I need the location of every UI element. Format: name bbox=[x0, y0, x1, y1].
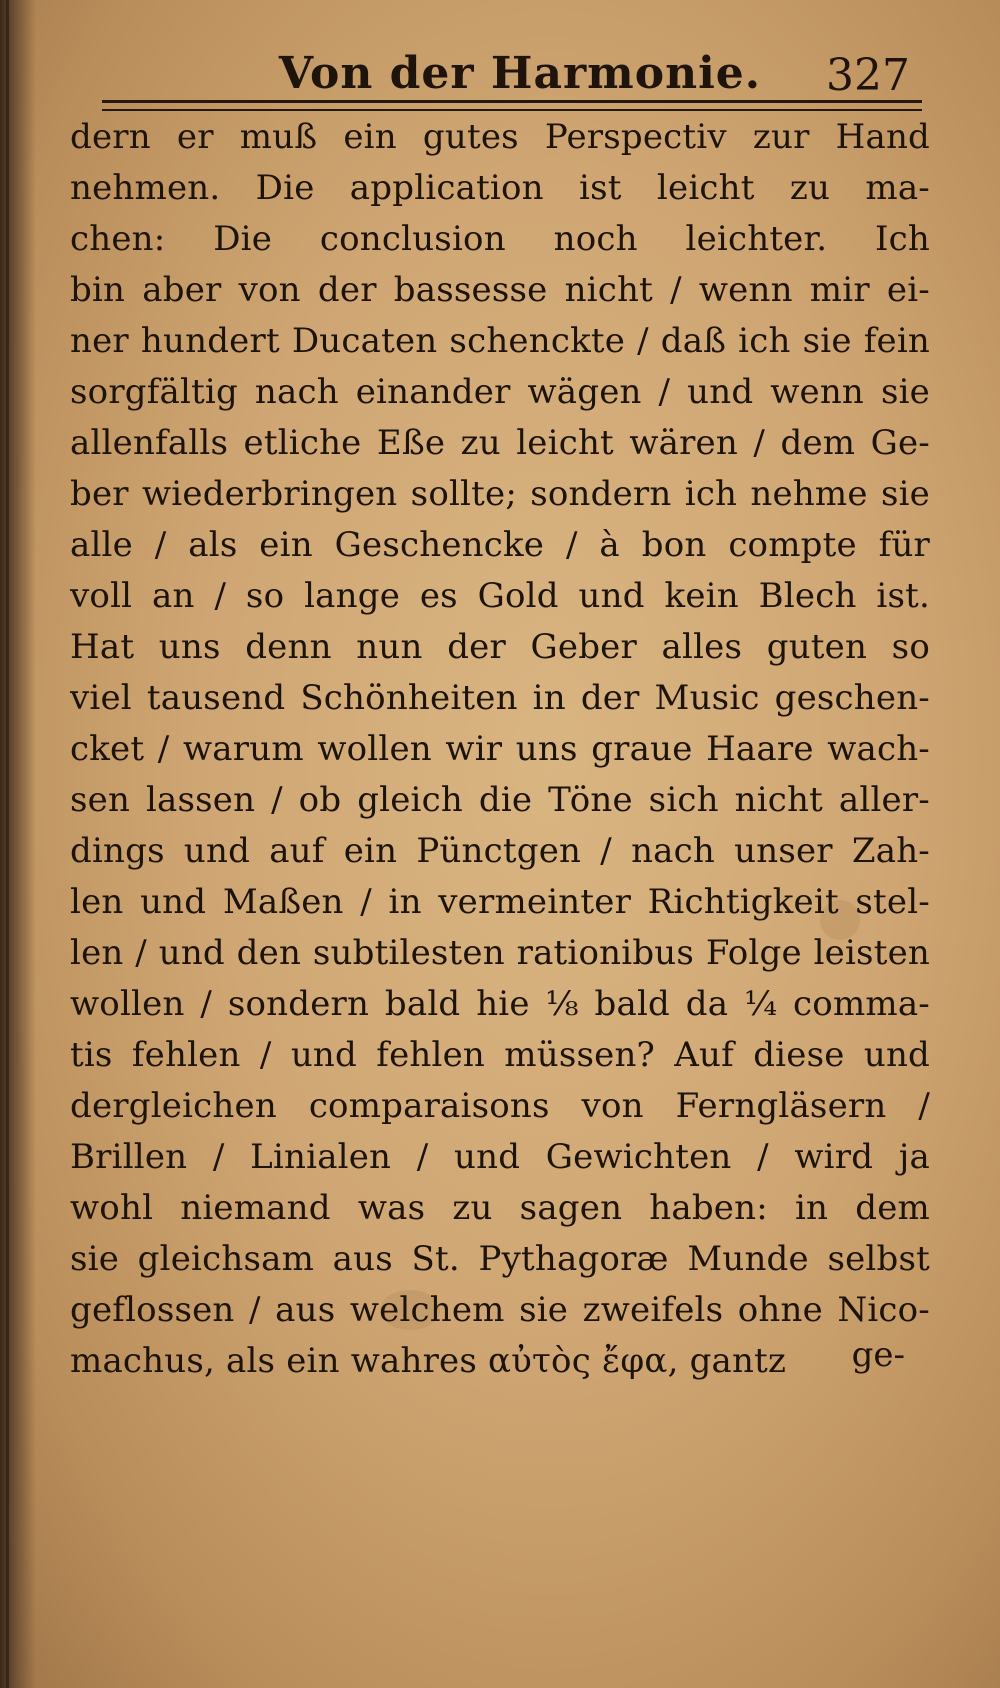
text-line: wollen / sondern bald hie ⅛ bald da ¼ comma- bbox=[70, 984, 930, 1024]
text-line: viel tausend Schönheiten in der Music geschen- bbox=[70, 678, 930, 718]
running-head: Von der Harmonie. bbox=[278, 48, 762, 99]
header-rule bbox=[102, 100, 922, 111]
text-line: Hat uns denn nun der Geber alles guten so bbox=[70, 627, 930, 667]
text-line: Brillen / Linialen / und Gewichten / wird ja bbox=[70, 1137, 930, 1177]
text-line: dern er muß ein gutes Perspectiv zur Hand bbox=[70, 117, 930, 157]
text-line: len und Maßen / in vermeinter Richtigkeit stel- bbox=[70, 882, 930, 922]
text-line: ner hundert Ducaten schenckte / daß ich sie fein bbox=[70, 321, 930, 361]
text-line: dergleichen comparaisons von Ferngläsern / bbox=[70, 1086, 930, 1126]
text-line: tis fehlen / und fehlen müssen? Auf diese und bbox=[70, 1035, 930, 1075]
text-line: sorgfältig nach einander wägen / und wenn sie bbox=[70, 372, 930, 412]
text-line: ber wiederbringen sollte; sondern ich nehme sie bbox=[70, 474, 930, 514]
page-number: 327 bbox=[826, 50, 910, 101]
text-line: machus, als ein wahres αὐτὸς ἔφα, gantz bbox=[70, 1341, 787, 1381]
text-line: sie gleichsam aus St. Pythagoræ Munde selbst bbox=[70, 1239, 930, 1279]
text-line: len / und den subtilesten rationibus Folge leisten bbox=[70, 933, 930, 973]
text-line: nehmen. Die application ist leicht zu ma- bbox=[70, 168, 930, 208]
text-line: sen lassen / ob gleich die Töne sich nicht aller- bbox=[70, 780, 930, 820]
text-line: allenfalls etliche Eße zu leicht wären / dem Ge- bbox=[70, 423, 930, 463]
text-line: cket / warum wollen wir uns graue Haare wach- bbox=[70, 729, 930, 769]
page-header bbox=[70, 40, 930, 110]
catchword: ge- bbox=[851, 1335, 905, 1375]
text-line: geflossen / aus welchem sie zweifels ohne Nico- bbox=[70, 1290, 930, 1330]
body-text bbox=[70, 112, 930, 1387]
text-line: alle / als ein Geschencke / à bon compte für bbox=[70, 525, 930, 565]
text-line: chen: Die conclusion noch leichter. Ich bbox=[70, 219, 930, 259]
text-line: voll an / so lange es Gold und kein Blech ist. bbox=[70, 576, 930, 616]
text-line: dings und auf ein Pünctgen / nach unser Zah- bbox=[70, 831, 930, 871]
text-line: wohl niemand was zu sagen haben: in dem bbox=[70, 1188, 930, 1228]
text-line: bin aber von der bassesse nicht / wenn mir ei- bbox=[70, 270, 930, 310]
binding-edge bbox=[6, 0, 9, 1688]
